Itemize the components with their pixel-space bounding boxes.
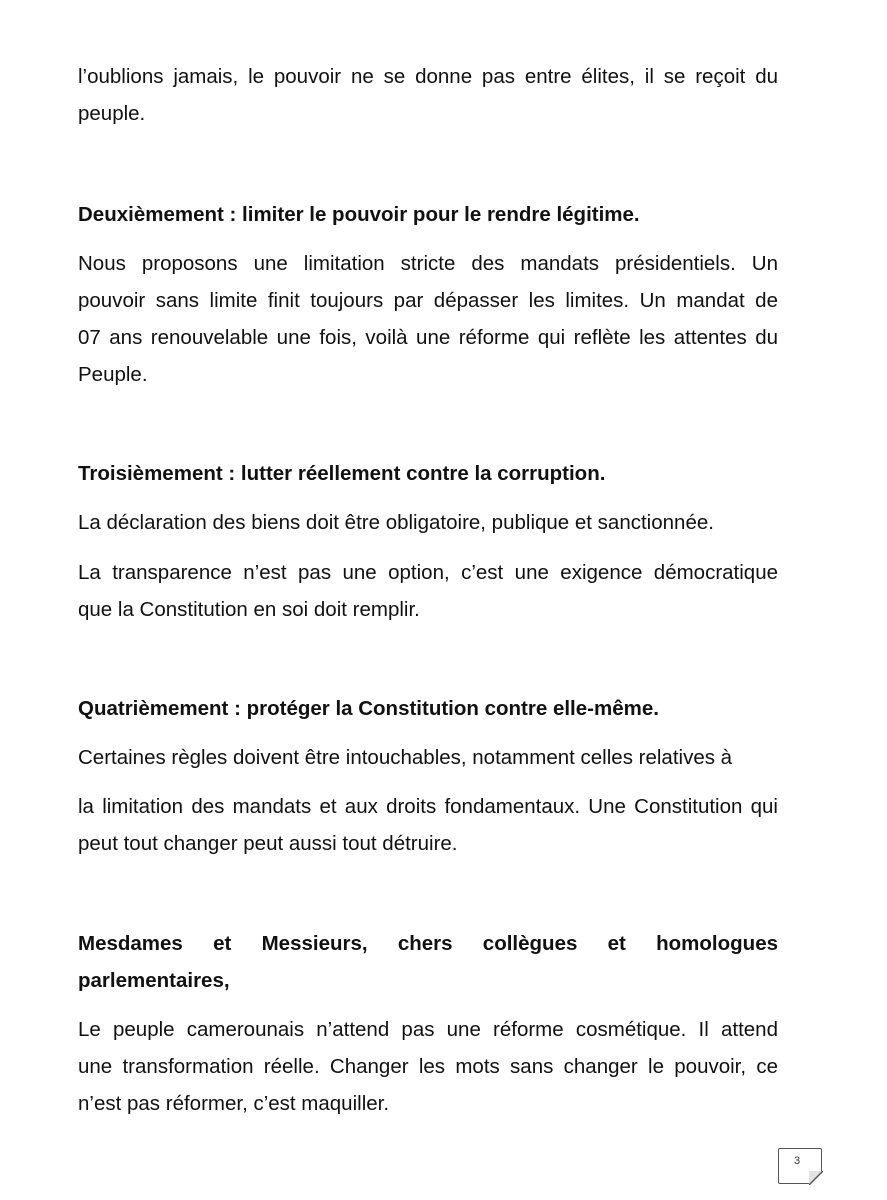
section-4-para-2-line-1: la limitation des mandats et aux droits fondamentaux. Une Constitution qui bbox=[78, 795, 778, 818]
section-2-line-3: 07 ans renouvelable une fois, voilà une réforme qui reflète les attentes du bbox=[78, 326, 778, 349]
section-3-para-1-text: La déclaration des biens doit être obligatoire, publique et sanctionnée. bbox=[78, 511, 714, 534]
section-3-para-2-line-2: que la Constitution en soi doit remplir. bbox=[78, 598, 420, 621]
section-3-heading bbox=[78, 455, 778, 492]
closing-line-1: Le peuple camerounais n’attend pas une réforme cosmétique. Il attend bbox=[78, 1018, 778, 1041]
section-4-heading bbox=[78, 690, 778, 727]
closing-paragraph bbox=[78, 1011, 778, 1122]
section-3-para-2-line-1: La transparence n’est pas une option, c’est une exigence démocratique bbox=[78, 561, 778, 584]
section-4-heading-text: Quatrièmement : protéger la Constitution contre elle-même. bbox=[78, 697, 659, 720]
section-2-line-4: Peuple. bbox=[78, 363, 148, 386]
section-2-line-1: Nous proposons une limitation stricte des mandats présidentiels. Un bbox=[78, 252, 778, 275]
section-3-paragraph-1 bbox=[78, 504, 778, 541]
closing-line-2: une transformation réelle. Changer les mots sans changer le pouvoir, ce bbox=[78, 1055, 778, 1078]
closing-heading-line-1: Mesdames et Messieurs, chers collègues et homologues bbox=[78, 932, 778, 955]
section-2-paragraph bbox=[78, 245, 778, 393]
section-3-paragraph-2 bbox=[78, 554, 778, 628]
folded-corner-icon bbox=[809, 1171, 823, 1185]
closing-line-3: n’est pas réformer, c’est maquiller. bbox=[78, 1092, 390, 1115]
section-4-para-2-line-2: peut tout changer peut aussi tout détruire. bbox=[78, 832, 458, 855]
section-3-heading-text: Troisièmement : lutter réellement contre la corruption. bbox=[78, 462, 606, 485]
intro-line-1: l’oublions jamais, le pouvoir ne se donne pas entre élites, il se reçoit du bbox=[78, 65, 778, 88]
closing-heading bbox=[78, 925, 778, 999]
intro-paragraph bbox=[78, 58, 778, 132]
intro-line-2: peuple. bbox=[78, 102, 146, 125]
page-number: 3 bbox=[793, 1155, 801, 1167]
section-2-heading-text: Deuxièmement : limiter le pouvoir pour le rendre légitime. bbox=[78, 203, 640, 226]
section-4-paragraph-1 bbox=[78, 739, 778, 776]
page-number-box bbox=[778, 1148, 822, 1184]
section-4-para-1-text: Certaines règles doivent être intouchables, notamment celles relatives à bbox=[78, 746, 733, 769]
section-2-heading bbox=[78, 196, 778, 233]
section-4-paragraph-2 bbox=[78, 788, 778, 862]
closing-heading-line-2: parlementaires, bbox=[78, 969, 230, 992]
section-2-line-2: pouvoir sans limite finit toujours par dépasser les limites. Un mandat de bbox=[78, 289, 778, 312]
